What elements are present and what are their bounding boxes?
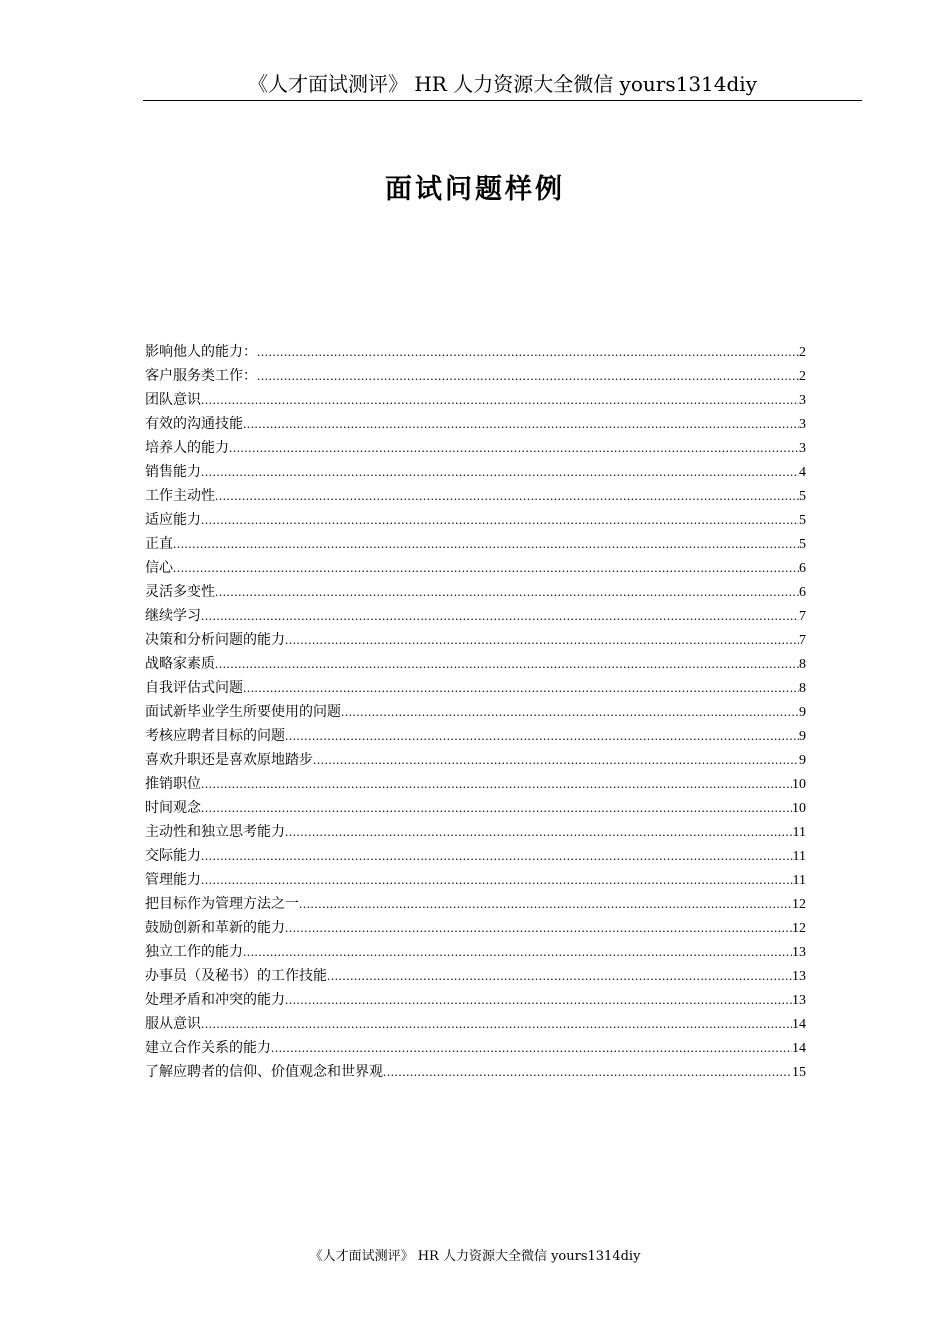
toc-entry[interactable] bbox=[145, 532, 806, 556]
toc-dot-leader bbox=[215, 652, 799, 676]
toc-entry-label: 考核应聘者目标的问题 bbox=[145, 728, 285, 744]
toc-entry-label: 建立合作关系的能力 bbox=[145, 1040, 271, 1056]
toc-entry-label: 服从意识 bbox=[145, 1016, 201, 1032]
toc-dot-leader bbox=[285, 916, 792, 940]
toc-entry-page-number: 7 bbox=[799, 633, 806, 648]
toc-dot-leader bbox=[201, 1012, 792, 1036]
toc-dot-leader bbox=[201, 772, 792, 796]
toc-entry-page-number: 14 bbox=[792, 1041, 806, 1056]
toc-entry-page-number: 13 bbox=[792, 993, 806, 1008]
toc-entry-label: 培养人的能力 bbox=[145, 440, 229, 456]
page-footer: 《人才面试测评》 HR 人力资源大全微信 yours1314diy bbox=[309, 1249, 641, 1264]
toc-entry-label: 面试新毕业学生所要使用的问题 bbox=[145, 704, 341, 720]
toc-entry-label: 继续学习 bbox=[145, 608, 201, 624]
toc-entry-label: 管理能力 bbox=[145, 872, 201, 888]
toc-entry[interactable] bbox=[145, 724, 806, 748]
toc-entry[interactable] bbox=[145, 508, 806, 532]
toc-entry-label: 主动性和独立思考能力 bbox=[145, 824, 285, 840]
toc-dot-leader bbox=[201, 844, 793, 868]
toc-dot-leader bbox=[383, 1060, 792, 1084]
toc-entry-page-number: 13 bbox=[792, 945, 806, 960]
toc-entry-page-number: 9 bbox=[799, 729, 806, 744]
toc-dot-leader bbox=[313, 748, 799, 772]
toc-entry[interactable] bbox=[145, 964, 806, 988]
toc-entry-page-number: 5 bbox=[799, 513, 806, 528]
toc-dot-leader bbox=[173, 556, 799, 580]
toc-entry[interactable] bbox=[145, 556, 806, 580]
toc-entry-page-number: 6 bbox=[799, 561, 806, 576]
toc-dot-leader bbox=[285, 724, 799, 748]
table-of-contents bbox=[145, 340, 806, 1084]
toc-dot-leader bbox=[299, 892, 792, 916]
toc-dot-leader bbox=[285, 988, 792, 1012]
toc-entry-page-number: 8 bbox=[799, 681, 806, 696]
toc-entry-label: 适应能力 bbox=[145, 512, 201, 528]
toc-dot-leader bbox=[257, 364, 799, 388]
toc-entry-page-number: 11 bbox=[792, 825, 806, 840]
toc-entry-page-number: 7 bbox=[799, 609, 806, 624]
toc-entry[interactable] bbox=[145, 892, 806, 916]
toc-entry-page-number: 9 bbox=[799, 705, 806, 720]
toc-entry-page-number: 10 bbox=[792, 777, 806, 792]
toc-entry[interactable] bbox=[145, 364, 806, 388]
toc-entry-label: 处理矛盾和冲突的能力 bbox=[145, 992, 285, 1008]
toc-entry-page-number: 15 bbox=[792, 1065, 806, 1080]
toc-dot-leader bbox=[201, 796, 792, 820]
toc-entry-page-number: 12 bbox=[792, 921, 806, 936]
toc-entry[interactable] bbox=[145, 436, 806, 460]
toc-dot-leader bbox=[271, 1036, 792, 1060]
toc-entry[interactable] bbox=[145, 772, 806, 796]
toc-dot-leader bbox=[215, 580, 799, 604]
toc-entry-page-number: 2 bbox=[799, 345, 806, 360]
toc-entry-label: 喜欢升职还是喜欢原地踏步 bbox=[145, 752, 313, 768]
toc-entry[interactable] bbox=[145, 1060, 806, 1084]
toc-dot-leader bbox=[201, 868, 793, 892]
toc-entry-label: 自我评估式问题 bbox=[145, 680, 243, 696]
toc-entry[interactable] bbox=[145, 388, 806, 412]
toc-entry[interactable] bbox=[145, 820, 806, 844]
toc-entry-label: 影响他人的能力： bbox=[145, 344, 257, 360]
document-title: 面试问题样例 bbox=[385, 174, 565, 205]
toc-entry-page-number: 8 bbox=[799, 657, 806, 672]
toc-dot-leader bbox=[341, 700, 799, 724]
toc-entry-label: 客户服务类工作： bbox=[145, 368, 257, 384]
toc-entry[interactable] bbox=[145, 676, 806, 700]
toc-entry-label: 团队意识 bbox=[145, 392, 201, 408]
toc-entry[interactable] bbox=[145, 1036, 806, 1060]
toc-entry-label: 正直 bbox=[145, 536, 173, 552]
toc-entry-label: 独立工作的能力 bbox=[145, 944, 243, 960]
toc-dot-leader bbox=[285, 820, 793, 844]
toc-entry[interactable] bbox=[145, 988, 806, 1012]
toc-entry-label: 灵活多变性 bbox=[145, 584, 215, 600]
toc-entry-label: 交际能力 bbox=[145, 848, 201, 864]
toc-entry[interactable] bbox=[145, 868, 806, 892]
toc-entry[interactable] bbox=[145, 652, 806, 676]
toc-entry[interactable] bbox=[145, 340, 806, 364]
toc-entry-label: 时间观念 bbox=[145, 800, 201, 816]
toc-entry-page-number: 13 bbox=[792, 969, 806, 984]
toc-entry-label: 了解应聘者的信仰、价值观念和世界观 bbox=[145, 1064, 383, 1080]
toc-dot-leader bbox=[173, 532, 799, 556]
toc-dot-leader bbox=[201, 460, 799, 484]
toc-entry[interactable] bbox=[145, 796, 806, 820]
toc-entry[interactable] bbox=[145, 700, 806, 724]
toc-dot-leader bbox=[201, 388, 799, 412]
toc-entry-label: 信心 bbox=[145, 560, 173, 576]
toc-entry[interactable] bbox=[145, 460, 806, 484]
toc-entry-label: 办事员（及秘书）的工作技能 bbox=[145, 968, 327, 984]
toc-dot-leader bbox=[243, 940, 792, 964]
toc-entry[interactable] bbox=[145, 844, 806, 868]
toc-entry-page-number: 9 bbox=[799, 753, 806, 768]
toc-entry-page-number: 3 bbox=[799, 417, 806, 432]
toc-entry-page-number: 3 bbox=[799, 393, 806, 408]
toc-entry[interactable] bbox=[145, 916, 806, 940]
toc-entry-page-number: 5 bbox=[799, 489, 806, 504]
page-header bbox=[143, 70, 862, 101]
toc-entry-page-number: 14 bbox=[792, 1017, 806, 1032]
toc-entry-page-number: 4 bbox=[799, 465, 806, 480]
toc-entry-label: 决策和分析问题的能力 bbox=[145, 632, 285, 648]
toc-entry-label: 战略家素质 bbox=[145, 656, 215, 672]
toc-entry-label: 鼓励创新和革新的能力 bbox=[145, 920, 285, 936]
toc-entry[interactable] bbox=[145, 628, 806, 652]
toc-entry-label: 把目标作为管理方法之一 bbox=[145, 896, 299, 912]
toc-entry-page-number: 10 bbox=[792, 801, 806, 816]
toc-entry-label: 推销职位 bbox=[145, 776, 201, 792]
toc-dot-leader bbox=[327, 964, 792, 988]
toc-entry-label: 销售能力 bbox=[145, 464, 201, 480]
toc-entry[interactable] bbox=[145, 1012, 806, 1036]
toc-entry[interactable] bbox=[145, 940, 806, 964]
toc-entry-page-number: 12 bbox=[792, 897, 806, 912]
toc-entry-page-number: 2 bbox=[799, 369, 806, 384]
toc-dot-leader bbox=[229, 436, 799, 460]
toc-entry[interactable] bbox=[145, 580, 806, 604]
toc-dot-leader bbox=[243, 412, 799, 436]
toc-entry[interactable] bbox=[145, 412, 806, 436]
toc-entry-page-number: 11 bbox=[792, 849, 806, 864]
toc-entry-page-number: 3 bbox=[799, 441, 806, 456]
toc-entry[interactable] bbox=[145, 604, 806, 628]
toc-entry[interactable] bbox=[145, 484, 806, 508]
toc-entry[interactable] bbox=[145, 748, 806, 772]
toc-dot-leader bbox=[243, 676, 799, 700]
toc-dot-leader bbox=[215, 484, 799, 508]
toc-entry-label: 有效的沟通技能 bbox=[145, 416, 243, 432]
toc-dot-leader bbox=[257, 340, 799, 364]
toc-dot-leader bbox=[201, 508, 799, 532]
toc-dot-leader bbox=[201, 604, 799, 628]
toc-dot-leader bbox=[285, 628, 799, 652]
header-text: 《人才面试测评》 HR 人力资源大全微信 yours1314diy bbox=[247, 72, 757, 96]
toc-entry-page-number: 11 bbox=[792, 873, 806, 888]
toc-entry-page-number: 6 bbox=[799, 585, 806, 600]
toc-entry-label: 工作主动性 bbox=[145, 488, 215, 504]
toc-entry-page-number: 5 bbox=[799, 537, 806, 552]
